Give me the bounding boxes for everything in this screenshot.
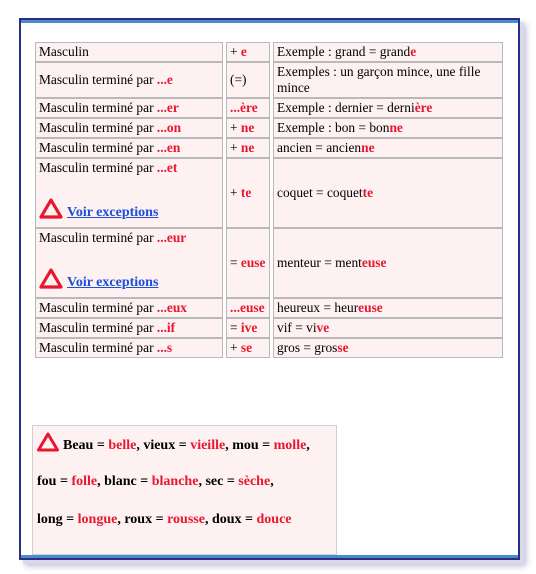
masculine-ending: ...er [156,100,179,115]
example-suffix: euse [361,255,387,270]
note-line-1 [33,426,336,455]
example-suffix: euse [358,300,383,315]
rule-suffix: euse [240,255,266,270]
rule-suffix: e [240,44,247,59]
masculine-cell [35,98,223,118]
example-cell [273,138,503,158]
masculine-cell [35,158,223,228]
example-cell [273,298,503,318]
rule-operator: = [230,320,241,335]
example-suffix: ve [316,320,330,335]
rule-row [35,338,503,358]
example-suffix: ne [361,140,375,155]
example-cell [273,62,503,98]
masculine-label: Masculin terminé par [39,340,157,355]
rule-cell [226,138,270,158]
example-suffix: e [410,44,417,59]
rule-operator: = [230,255,241,270]
example-text: ancien = ancien [277,140,362,155]
example-text: Exemple : bon = bon [277,120,390,135]
note-fem: molle [273,438,307,453]
rule-cell [226,338,270,358]
masculine-cell [35,62,223,98]
note-fem: rousse [167,512,205,527]
rules-body [35,42,503,358]
masculine-ending: ...et [156,160,178,175]
masculine-label: Masculin terminé par [39,140,157,155]
example-suffix: te [362,185,374,200]
masculine-ending: ...on [156,120,182,135]
rule-cell [226,158,270,228]
note-fem: sèche [238,474,271,489]
note-fem: longue [77,512,118,527]
lesson-frame [19,18,520,560]
example-text: Exemples : un garçon mince, une fille mince [277,64,481,95]
rule-cell [226,298,270,318]
rule-suffix: se [240,340,253,355]
masculine-label: Masculin terminé par [39,160,157,175]
example-text: vif = vi [277,320,317,335]
exception-link-row [39,198,219,221]
rule-row [35,138,503,158]
masculine-ending: ...eur [156,230,187,245]
masculine-cell [35,228,223,298]
masculine-label: Masculin [39,44,89,59]
note-text: , vieux = [136,438,191,453]
rule-operator: (=) [230,72,247,87]
warning-triangle-icon [39,198,63,219]
note-text: , sec = [198,474,239,489]
example-cell [273,118,503,138]
note-text: , [306,438,310,453]
note-fem: blanche [151,474,199,489]
rule-row [35,158,503,228]
example-cell [273,158,503,228]
feminine-rules-table [32,42,506,358]
example-text: coquet = coquet [277,185,363,200]
masculine-label: Masculin terminé par [39,72,157,87]
exception-link-row [39,268,219,291]
example-cell [273,42,503,62]
note-text: , doux = [204,512,257,527]
note-text: , mou = [225,438,274,453]
rule-row [35,318,503,338]
masculine-cell [35,138,223,158]
rule-suffix: ive [240,320,258,335]
rule-cell [226,42,270,62]
rule-cell [226,98,270,118]
masculine-cell [35,42,223,62]
rule-operator: + [230,185,241,200]
example-text: heureux = heur [277,300,359,315]
masculine-cell [35,118,223,138]
voir-exceptions-link[interactable]: Voir exceptions [67,275,159,290]
rule-row [35,118,503,138]
note-fem: belle [108,438,137,453]
warning-triangle-icon [37,432,59,452]
masculine-label: Masculin terminé par [39,300,157,315]
rule-row [35,98,503,118]
rule-cell [226,62,270,98]
note-text: long = [37,512,78,527]
rule-suffix: ne [240,140,255,155]
example-cell [273,338,503,358]
rule-suffix: te [240,185,252,200]
rule-operator: + [230,340,241,355]
note-fem: folle [71,474,98,489]
rule-suffix: ...euse [230,300,265,315]
rule-row [35,42,503,62]
note-text: , blanc = [97,474,152,489]
example-text: Exemple : dernier = derni [277,100,415,115]
masculine-ending: ...if [156,320,176,335]
rule-operator: + [230,140,241,155]
rule-cell [226,228,270,298]
example-cell [273,98,503,118]
rule-row [35,62,503,98]
masculine-ending: ...en [156,140,181,155]
example-text: menteur = ment [277,255,362,270]
rule-suffix: ...ère [230,100,258,115]
masculine-ending: ...e [156,72,173,87]
note-text: , [270,474,274,489]
rule-operator: + [230,120,241,135]
masculine-label: Masculin terminé par [39,320,157,335]
voir-exceptions-link[interactable]: Voir exceptions [67,205,159,220]
example-cell [273,228,503,298]
rule-row [35,298,503,318]
rule-suffix: ne [240,120,255,135]
masculine-ending: ...s [156,340,173,355]
example-text: gros = gros [277,340,338,355]
note-text: Beau = [63,438,109,453]
rule-row [35,228,503,298]
masculine-cell [35,318,223,338]
note-line-3 [33,491,336,529]
rule-operator: + [230,44,241,59]
note-line-2 [33,455,336,491]
note-text: fou = [37,474,72,489]
example-text: Exemple : grand = grand [277,44,411,59]
example-suffix: se [337,340,349,355]
irregular-note [32,425,337,555]
example-suffix: ne [389,120,403,135]
note-fem: douce [256,512,292,527]
warning-triangle-icon [39,268,63,289]
example-suffix: ère [414,100,433,115]
note-text: , roux = [117,512,168,527]
example-cell [273,318,503,338]
masculine-ending: ...eux [156,300,188,315]
note-fem: vieille [190,438,226,453]
masculine-cell [35,338,223,358]
masculine-label: Masculin terminé par [39,120,157,135]
masculine-cell [35,298,223,318]
rule-cell [226,118,270,138]
masculine-label: Masculin terminé par [39,230,157,245]
masculine-label: Masculin terminé par [39,100,157,115]
rule-cell [226,318,270,338]
